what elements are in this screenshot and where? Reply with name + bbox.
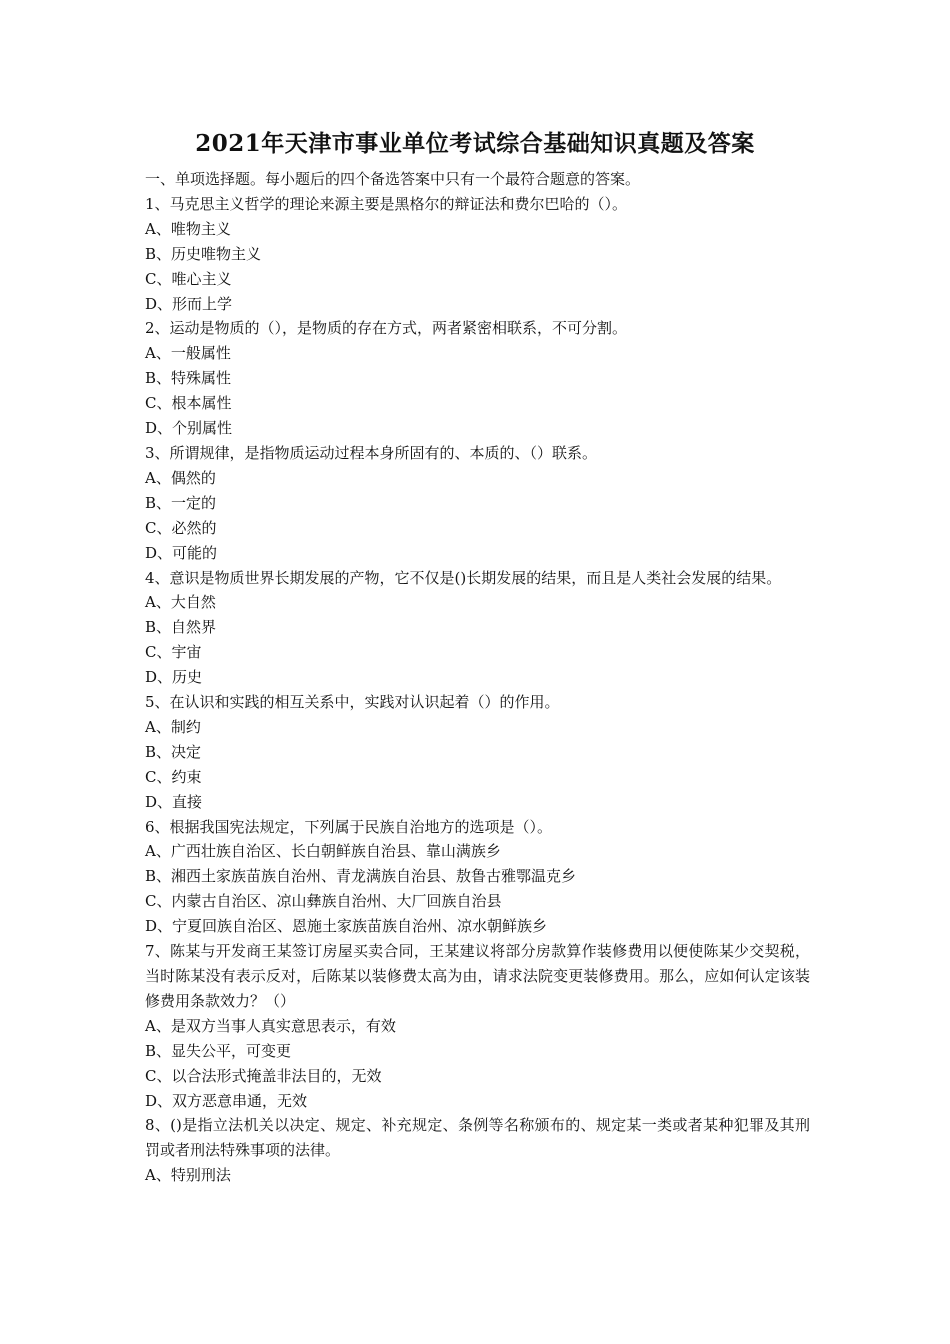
question-5: 5、在认识和实践的相互关系中，实践对认识起着（）的作用。	[145, 693, 560, 712]
question-6-option-c: C、内蒙古自治区、凉山彝族自治州、大厂回族自治县	[145, 892, 502, 911]
question-7-option-a: A、是双方当事人真实意思表示，有效	[145, 1016, 396, 1035]
question-7-option-d: D、双方恶意串通，无效	[145, 1091, 308, 1110]
question-5-option-c: C、约束	[145, 767, 202, 786]
question-4-option-d: D、历史	[145, 668, 203, 687]
question-7-option-b: B、显失公平，可变更	[145, 1041, 292, 1060]
question-3-option-c: C、必然的	[145, 518, 217, 537]
question-5-option-a: A、制约	[145, 717, 201, 736]
question-1: 1、马克思主义哲学的理论来源主要是黑格尔的辩证法和费尔巴哈的（）。	[145, 194, 628, 213]
question-2-option-c: C、根本属性	[145, 394, 232, 413]
question-6-option-a: A、广西壮族自治区、长白朝鲜族自治县、靠山满族乡	[145, 842, 501, 861]
question-2: 2、运动是物质的（），是物质的存在方式，两者紧密相联系，不可分割。	[145, 319, 628, 338]
question-2-option-d: D、个别属性	[145, 419, 233, 438]
question-4-option-c: C、宇宙	[145, 643, 202, 662]
question-6-option-d: D、宁夏回族自治区、恩施土家族苗族自治州、凉水朝鲜族乡	[145, 917, 548, 936]
question-7: 7、陈某与开发商王某签订房屋买卖合同，王某建议将部分房款算作装修费用以便使陈某少交契税，当时陈某没有表示反对，后陈某以装修费太高为由，请求法院变更装修费用。那么，应如何认定该装修费用条款效力？（）	[145, 942, 810, 1010]
document-title: 2021年天津市事业单位考试综合基础知识真题及答案	[195, 130, 755, 157]
question-1-option-a: A、唯物主义	[145, 219, 231, 238]
question-5-option-d: D、直接	[145, 792, 203, 811]
question-3-option-d: D、可能的	[145, 543, 218, 562]
question-2-option-a: A、一般属性	[145, 344, 231, 363]
question-4-option-a: A、大自然	[145, 593, 216, 612]
document-body	[145, 167, 810, 1188]
question-2-option-b: B、特殊属性	[145, 369, 232, 388]
question-1-option-c: C、唯心主义	[145, 269, 232, 288]
question-5-option-b: B、决定	[145, 742, 202, 761]
question-3: 3、所谓规律，是指物质运动过程本身所固有的、本质的、（）联系。	[145, 443, 598, 462]
question-3-option-b: B、一定的	[145, 493, 217, 512]
question-8-option-a: A、特别刑法	[145, 1166, 231, 1185]
question-1-option-b: B、历史唯物主义	[145, 244, 262, 263]
question-4-option-b: B、自然界	[145, 618, 217, 637]
question-7-option-c: C、以合法形式掩盖非法目的，无效	[145, 1066, 382, 1085]
question-4: 4、意识是物质世界长期发展的产物，它不仅是()长期发展的结果，而且是人类社会发展的结果。	[145, 568, 782, 587]
question-1-option-d: D、形而上学	[145, 294, 233, 313]
section-heading: 一、单项选择题。每小题后的四个备选答案中只有一个最符合题意的答案。	[145, 170, 641, 188]
question-6-option-b: B、湘西土家族苗族自治州、青龙满族自治县、敖鲁古雅鄂温克乡	[145, 867, 577, 886]
question-6: 6、根据我国宪法规定，下列属于民族自治地方的选项是（）。	[145, 817, 553, 836]
question-8: 8、()是指立法机关以决定、规定、补充规定、条例等名称颁布的、规定某一类或者某种犯罪及其刑罚或者刑法特殊事项的法律。	[145, 1116, 810, 1160]
question-3-option-a: A、偶然的	[145, 468, 216, 487]
